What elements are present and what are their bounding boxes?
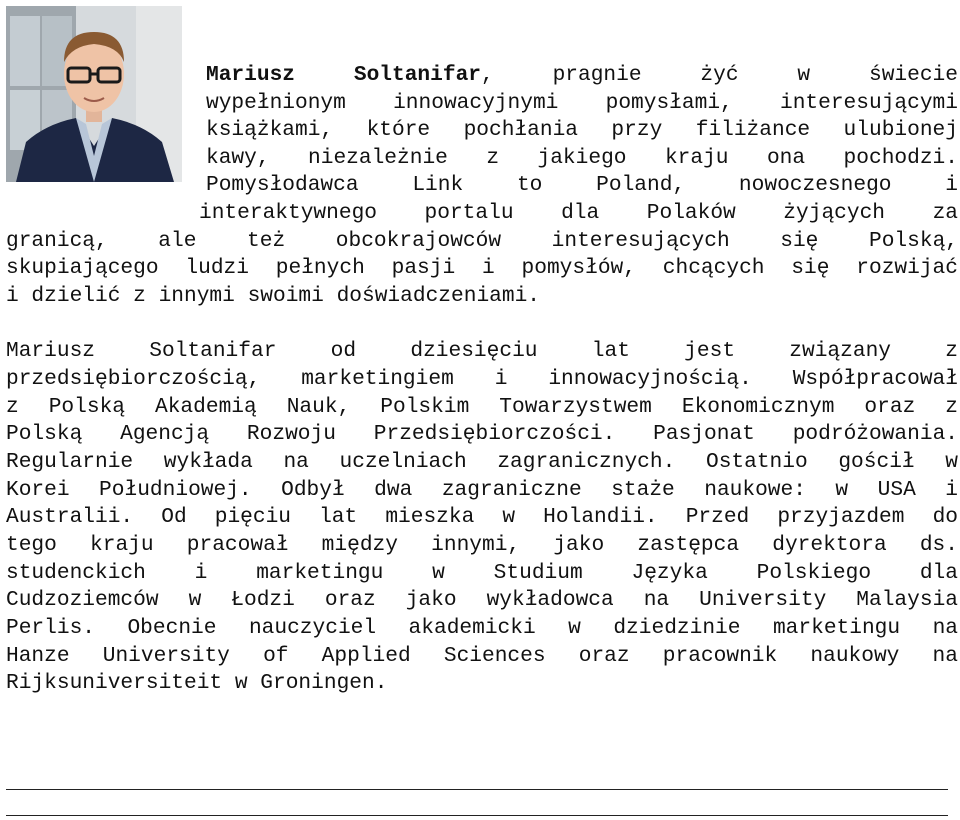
paragraph2-line: tego kraju pracował między innymi, jako zastępca dyrektora ds.	[6, 533, 958, 557]
paragraph1-line: wypełnionym innowacyjnymi pomysłami, interesującymi	[206, 91, 958, 115]
paragraph2-line: z Polską Akademią Nauk, Polskim Towarzystwem Ekonomicznym oraz z	[6, 395, 958, 419]
paragraph1-line-1: Mariusz Soltanifar, pragnie żyć w świecie	[206, 63, 958, 87]
paragraph1-line: kawy, niezależnie z jakiego kraju ona pochodzi.	[206, 146, 958, 170]
paragraph1-line: granicą, ale też obcokrajowców interesujących się Polską,	[6, 229, 958, 253]
paragraph2-line: Polską Agencją Rozwoju Przedsiębiorczości. Pasjonat podróżowania.	[6, 422, 958, 446]
paragraph1-line: interaktywnego portalu dla Polaków żyjących za	[199, 201, 958, 225]
author-photo	[6, 6, 182, 182]
paragraph2-line: Mariusz Soltanifar od dziesięciu lat jest związany z	[6, 339, 958, 363]
paragraph1-line: Pomysłodawca Link to Poland, nowoczesnego i	[206, 173, 958, 197]
paragraph2-line: Korei Południowej. Odbył dwa zagraniczne staże naukowe: w USA i	[6, 478, 958, 502]
paragraph1-line-last: i dzielić z innymi swoimi doświadczeniami.	[6, 284, 541, 308]
paragraph2-line: Australii. Od pięciu lat mieszka w Holandii. Przed przyjazdem do	[6, 505, 958, 529]
paragraph2-line: Perlis. Obecnie nauczyciel akademicki w dziedzinie marketingu na	[6, 616, 958, 640]
blank-rule	[6, 815, 948, 816]
blank-rule	[6, 789, 948, 790]
paragraph1-line: książkami, które pochłania przy filiżance ulubionej	[206, 118, 958, 142]
paragraph1-line: skupiającego ludzi pełnych pasji i pomysłów, chcących się rozwijać	[6, 256, 958, 280]
paragraph2-line-last: Rijksuniversiteit w Groningen.	[6, 671, 388, 695]
paragraph2-line: Cudzoziemców w Łodzi oraz jako wykładowca na University Malaysia	[6, 588, 958, 612]
paragraph2-line: studenckich i marketingu w Studium Języka Polskiego dla	[6, 561, 958, 585]
paragraph2-line: Regularnie wykłada na uczelniach zagranicznych. Ostatnio gościł w	[6, 450, 958, 474]
author-name: Mariusz Soltanifar	[206, 63, 481, 87]
paragraph2-line: Hanze University of Applied Sciences oraz pracownik naukowy na	[6, 644, 958, 668]
portrait-illustration	[6, 6, 182, 182]
paragraph2-line: przedsiębiorczością, marketingiem i innowacyjnością. Współpracował	[6, 367, 958, 391]
